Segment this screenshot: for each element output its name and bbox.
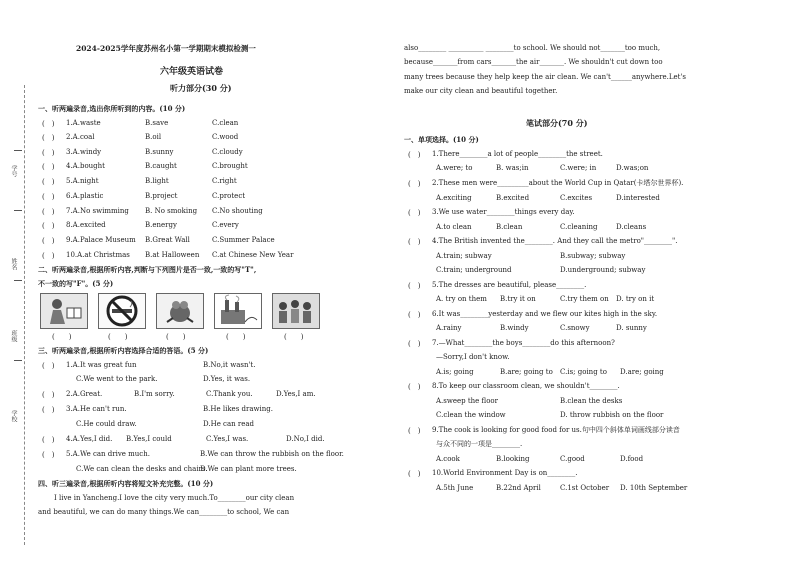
answer-paren[interactable]: ( ) — [408, 180, 421, 188]
option-a: A. try on them — [436, 295, 487, 303]
option-c: C.good — [560, 455, 585, 463]
option-b: B.clean — [496, 223, 523, 231]
written-header: 笔试部分(70 分) — [526, 118, 588, 128]
answer-paren[interactable]: ( ) — [42, 362, 55, 370]
passage-line: and beautiful, we can do many things.We can________to school, We can — [38, 508, 290, 516]
option-b: B.Great Wall — [145, 236, 190, 244]
option-a: A.sweep the floor — [436, 397, 498, 405]
option-b: B.energy — [145, 221, 177, 229]
sidebar-label-name: 姓名 — [10, 258, 17, 270]
question-stem: 10.World Environment Day is on________. — [432, 469, 578, 477]
option-d: D.cleans — [616, 223, 647, 231]
option-b: B. No smoking — [145, 207, 198, 215]
option-a: A.exciting — [436, 194, 472, 202]
option-b: B.save — [145, 119, 169, 127]
answer-paren[interactable]: ( ) — [42, 178, 55, 186]
option-a: A.is; going — [436, 368, 474, 376]
question-stem: 9.The cook is looking for good food for us.句中四个斜体单词画线部分读音 — [432, 426, 680, 434]
question-stem: 6.It was________yesterday and we flew our kites high in the sky. — [432, 310, 658, 318]
answer-paren[interactable]: ( ) — [42, 120, 55, 128]
option-c: C.snowy — [560, 324, 590, 332]
option-b: B.sunny — [145, 148, 174, 156]
option-b: B.excited — [496, 194, 530, 202]
option-c: C.brought — [212, 162, 248, 170]
section-heading: 一、听两遍录音,选出你所听到的内容。(10 分) — [38, 104, 186, 113]
option-d: D.underground; subway — [560, 266, 646, 274]
option-a: A.to clean — [436, 223, 472, 231]
exam-subtitle: 六年级英语试卷 — [160, 67, 224, 77]
option-a: 5.A.night — [66, 177, 99, 185]
answer-paren[interactable]: ( ) — [166, 333, 186, 341]
option-a: 1.A.waste — [66, 119, 101, 127]
option-b: B.I'm sorry. — [134, 390, 175, 398]
question-stem: 4.The British invented the________. And they call the metro"________". — [432, 237, 678, 245]
option-c: C.He could draw. — [76, 420, 137, 428]
option-c: C.cleaning — [560, 223, 598, 231]
option-d: D.interested — [616, 194, 660, 202]
answer-paren[interactable]: ( ) — [408, 383, 421, 391]
section-heading: 一、单项选择。(10 分) — [404, 135, 479, 144]
sidebar-label-student-id: 学号 — [10, 165, 17, 177]
option-c: C.is; going to — [560, 368, 607, 376]
option-b: B.subway; subway — [560, 252, 626, 260]
section-heading: 三、听两遍录音,根据所听内容选择合适的答语。(5 分) — [38, 346, 209, 355]
answer-paren[interactable]: ( ) — [42, 406, 55, 414]
section-heading: 二、听两遍录音,根据所听内容,判断与下列图片是否一致,一致的写"T", — [38, 265, 257, 274]
question-stem-cont: —Sorry,I don't know. — [436, 353, 510, 361]
question-stem-cont: 与众不同的一项是________. — [436, 440, 523, 448]
question-stem: 3.We use water________things every day. — [432, 208, 575, 216]
option-b: B.We can throw the rubbish on the floor. — [200, 450, 344, 458]
option-a: A.train; subway — [436, 252, 492, 260]
answer-paren[interactable]: ( ) — [52, 333, 72, 341]
answer-paren[interactable]: ( ) — [108, 333, 128, 341]
passage-line: make our city clean and beautiful together. — [404, 87, 558, 95]
question-stem: 2.These men were_________about the World Cup in Qatar(卡塔尔世界杯). — [432, 179, 684, 187]
option-d: D.He can read — [203, 420, 255, 428]
option-d: D.food — [620, 455, 644, 463]
option-d: D.Yes, it was. — [203, 375, 251, 383]
picture-girl-reading — [40, 293, 88, 329]
sidebar-rule — [14, 210, 22, 211]
option-c: C.clean the window — [436, 411, 506, 419]
answer-paren[interactable]: ( ) — [42, 436, 55, 444]
option-a: 5.A.We can drive much. — [66, 450, 150, 458]
option-c: C.We can clean the desks and chairs. — [76, 465, 208, 473]
option-c: C.cloudy — [212, 148, 243, 156]
answer-paren[interactable]: ( ) — [42, 222, 55, 230]
picture-no-smoking-sign — [98, 293, 146, 329]
passage-line: also________ __________ ________to school. We should not_______too much, — [404, 44, 661, 52]
option-c: C.train; underground — [436, 266, 512, 274]
option-c: C.at Chinese New Year — [212, 251, 294, 259]
option-b: B.No,it wasn't. — [203, 361, 256, 369]
picture-factory-pollution — [214, 293, 262, 329]
option-b: B.22nd April — [496, 484, 541, 492]
passage-line: many trees because they help keep the air clean. We can't______anywhere.Let's — [404, 73, 686, 81]
option-a: 9.A.Palace Museum — [66, 236, 136, 244]
option-d: D.Yes,I am. — [276, 390, 316, 398]
option-d: D. sunny — [616, 324, 647, 332]
answer-paren[interactable]: ( ) — [408, 470, 421, 478]
section-heading: 四、听三遍录音,根据所听内容将短文补充完整。(10 分) — [38, 479, 214, 488]
passage-line: I live in Yancheng.I love the city very much.To________our city clean — [54, 494, 295, 502]
option-a: 3.A.windy — [66, 148, 102, 156]
option-c: C.right — [212, 177, 237, 185]
option-a: 7.A.No swimming — [66, 207, 129, 215]
section-heading-cont: 不一致的写"F"。(5 分) — [38, 279, 114, 288]
question-stem: 5.The dresses are beautiful, please________. — [432, 281, 587, 289]
option-d: D. try on it — [616, 295, 655, 303]
answer-paren[interactable]: ( ) — [42, 237, 55, 245]
option-c: C.Summer Palace — [212, 236, 275, 244]
option-c: C.protect — [212, 192, 246, 200]
sidebar-label-class: 班级 — [10, 330, 17, 342]
option-b: B.looking — [496, 455, 530, 463]
answer-paren[interactable]: ( ) — [42, 252, 55, 260]
exam-title: 2024-2025学年度苏州名小第一学期期末模拟检测一 — [76, 44, 256, 53]
option-d: D.was;on — [616, 164, 649, 172]
option-d: D.are; going — [620, 368, 664, 376]
option-b: B.He likes drawing. — [203, 405, 273, 413]
answer-paren[interactable]: ( ) — [42, 208, 55, 216]
option-a: 2.A.Great. — [66, 390, 103, 398]
option-a: 1.A.It was great fun — [66, 361, 137, 369]
answer-paren[interactable]: ( ) — [408, 427, 421, 435]
answer-paren[interactable]: ( ) — [42, 134, 55, 142]
sidebar-label-school: 学校 — [10, 410, 17, 422]
question-stem: 1.There________a lot of people________the street. — [432, 150, 603, 158]
sidebar-rule — [14, 150, 22, 151]
option-b: B.try it on — [500, 295, 536, 303]
option-c: C.Thank you. — [206, 390, 253, 398]
option-a: A.were; to — [436, 164, 473, 172]
option-c: C.every — [212, 221, 239, 229]
option-a: A.cook — [436, 455, 460, 463]
option-b: B.clean the desks — [560, 397, 623, 405]
option-a: A.5th June — [436, 484, 474, 492]
answer-paren[interactable]: ( ) — [408, 340, 421, 348]
option-a: A.rainy — [436, 324, 462, 332]
option-a: 3.A.He can't run. — [66, 405, 127, 413]
option-b: B.caught — [145, 162, 177, 170]
option-c: C.excites — [560, 194, 593, 202]
option-b: B.oil — [145, 133, 162, 141]
answer-paren[interactable]: ( ) — [226, 333, 246, 341]
option-d: D. 10th September — [620, 484, 688, 492]
option-a: 10.A.at Christmas — [66, 251, 130, 259]
option-c: C.Yes,I was. — [206, 435, 249, 443]
option-c: C.were; in — [560, 164, 597, 172]
answer-paren[interactable]: ( ) — [42, 193, 55, 201]
answer-paren[interactable]: ( ) — [42, 149, 55, 157]
option-d: D.No,I did. — [286, 435, 325, 443]
picture-cartoon-character — [156, 293, 204, 329]
question-stem: 8.To keep our classroom clean, we shouldn't________. — [432, 382, 620, 390]
option-a: 2.A.coal — [66, 133, 95, 141]
option-b: B.are; going to — [500, 368, 553, 376]
question-stem: 7.—What________the boys________do this afternoon? — [432, 339, 615, 347]
answer-paren[interactable]: ( ) — [42, 451, 55, 459]
option-b: B.at Halloween — [145, 251, 200, 259]
option-a: 6.A.plastic — [66, 192, 104, 200]
option-b: B.windy — [500, 324, 529, 332]
answer-paren[interactable]: ( ) — [284, 333, 304, 341]
picture-children-group — [272, 293, 320, 329]
answer-paren[interactable]: ( ) — [408, 238, 421, 246]
option-a: 8.A.excited — [66, 221, 106, 229]
option-c: C.No shouting — [212, 207, 263, 215]
option-d: D.We can plant more trees. — [200, 465, 297, 473]
listening-header: 听力部分(30 分) — [170, 83, 232, 93]
answer-paren[interactable]: ( ) — [408, 311, 421, 319]
answer-paren[interactable]: ( ) — [408, 282, 421, 290]
option-c: C.clean — [212, 119, 239, 127]
option-c: C.1st October — [560, 484, 610, 492]
option-c: C.wood — [212, 133, 239, 141]
answer-paren[interactable]: ( ) — [42, 391, 55, 399]
answer-paren[interactable]: ( ) — [408, 209, 421, 217]
option-a: 4.A.Yes,I did. — [66, 435, 113, 443]
option-c: C.We went to the park. — [76, 375, 158, 383]
option-b: B.light — [145, 177, 169, 185]
sidebar-rule — [14, 360, 22, 361]
sidebar-rule — [14, 280, 22, 281]
option-b: B.project — [145, 192, 178, 200]
passage-line: because_______from cars_______the air_______. We shouldn't cut down too — [404, 58, 663, 66]
answer-paren[interactable]: ( ) — [42, 163, 55, 171]
option-b: B. was;in — [496, 164, 529, 172]
binding-line — [24, 85, 25, 545]
option-a: 4.A.bought — [66, 162, 105, 170]
option-d: D. throw rubbish on the floor — [560, 411, 664, 419]
option-b: B.Yes,I could — [126, 435, 172, 443]
answer-paren[interactable]: ( ) — [408, 151, 421, 159]
option-c: C.try them on — [560, 295, 609, 303]
